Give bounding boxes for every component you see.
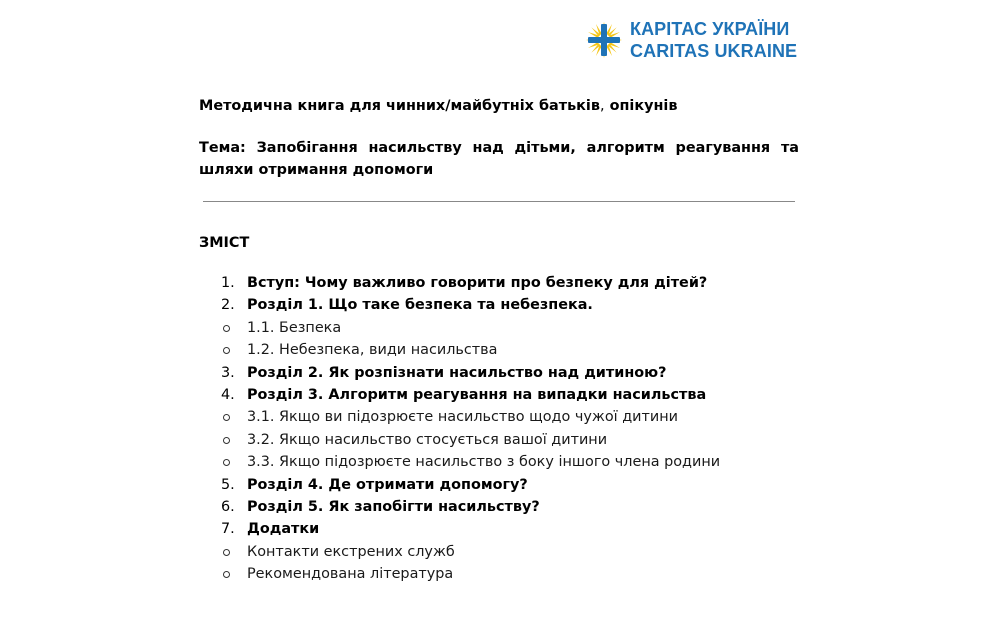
toc-subitem xyxy=(199,429,799,451)
toc-item-number: 5. xyxy=(221,476,235,493)
document-title-separator: , xyxy=(599,98,605,114)
toc-item-label: Додатки xyxy=(247,521,320,538)
toc-subsection-group xyxy=(199,406,799,473)
toc-item-number: 2. xyxy=(221,297,235,314)
toc-subitem-label: 3.1. Якщо ви підозрюєте насильство щодо чужої дитини xyxy=(247,409,679,426)
toc-sublist xyxy=(199,317,799,362)
toc-item-number: 4. xyxy=(221,387,235,404)
toc-item xyxy=(199,384,799,406)
toc-item xyxy=(199,294,799,316)
toc-subitem-label: Рекомендована література xyxy=(247,566,454,583)
toc-subitem-label: 1.2. Небезпека, види насильства xyxy=(247,342,498,359)
toc-subitem xyxy=(199,563,799,585)
hollow-circle-bullet-icon xyxy=(223,414,230,421)
caritas-logo xyxy=(584,16,797,64)
toc-subitem xyxy=(199,317,799,339)
toc-item-number: 1. xyxy=(221,275,235,291)
toc-item xyxy=(199,362,799,384)
horizontal-divider xyxy=(203,201,795,202)
logo-wordmark xyxy=(630,18,797,62)
toc-subsection-group xyxy=(199,317,799,362)
toc-item-number: 6. xyxy=(221,499,235,516)
hollow-circle-bullet-icon xyxy=(223,347,230,354)
toc-subsection-group xyxy=(199,541,799,586)
toc-item-label: Розділ 1. Що таке безпека та небезпека. xyxy=(247,297,593,314)
toc-item xyxy=(199,496,799,518)
toc-item xyxy=(199,474,799,496)
document-title-main: Методична книга для чинних/майбутніх батьків xyxy=(199,98,600,114)
toc-subitem-label: Контакти екстрених служб xyxy=(247,543,455,560)
toc-item-label: Розділ 3. Алгоритм реагування на випадки насильства xyxy=(247,387,707,404)
toc-item-label: Розділ 4. Де отримати допомогу? xyxy=(247,476,528,493)
hollow-circle-bullet-icon xyxy=(223,571,230,578)
toc-item-number: 7. xyxy=(221,521,235,538)
toc-item-label: Вступ: Чому важливо говорити про безпеку для дітей? xyxy=(247,275,708,291)
toc-subitem-label: 3.2. Якщо насильство стосується вашої дитини xyxy=(247,431,608,448)
caritas-cross-icon xyxy=(584,20,624,60)
toc-item-label: Розділ 5. Як запобігти насильству? xyxy=(247,499,540,516)
toc-subitem xyxy=(199,339,799,361)
toc-sublist xyxy=(199,541,799,586)
document-title-end: опікунів xyxy=(604,98,678,114)
toc-item-number: 3. xyxy=(221,364,235,381)
toc-subitem xyxy=(199,451,799,473)
hollow-circle-bullet-icon xyxy=(223,549,230,556)
document-topic: Тема: Запобігання насильству над дітьми, алгоритм реагування та шляхи отримання допомоги xyxy=(199,140,799,178)
table-of-contents xyxy=(199,272,799,586)
toc-heading: ЗМІСТ xyxy=(199,235,250,251)
logo-line-ukrainian: КАРІТАС УКРАЇНИ xyxy=(630,19,790,39)
toc-subitem-label: 1.1. Безпека xyxy=(247,319,342,336)
document-title xyxy=(199,96,799,116)
hollow-circle-bullet-icon xyxy=(223,325,230,332)
toc-subitem xyxy=(199,541,799,563)
toc-item xyxy=(199,518,799,540)
toc-subitem xyxy=(199,406,799,428)
toc-item-label: Розділ 2. Як розпізнати насильство над дитиною? xyxy=(247,364,667,381)
hollow-circle-bullet-icon xyxy=(223,437,230,444)
logo-line-english: CARITAS UKRAINE xyxy=(630,41,798,61)
toc-sublist xyxy=(199,406,799,473)
toc-item xyxy=(199,272,799,294)
hollow-circle-bullet-icon xyxy=(223,459,230,466)
toc-subitem-label: 3.3. Якщо підозрюєте насильство з боку іншого члена родини xyxy=(247,454,721,471)
